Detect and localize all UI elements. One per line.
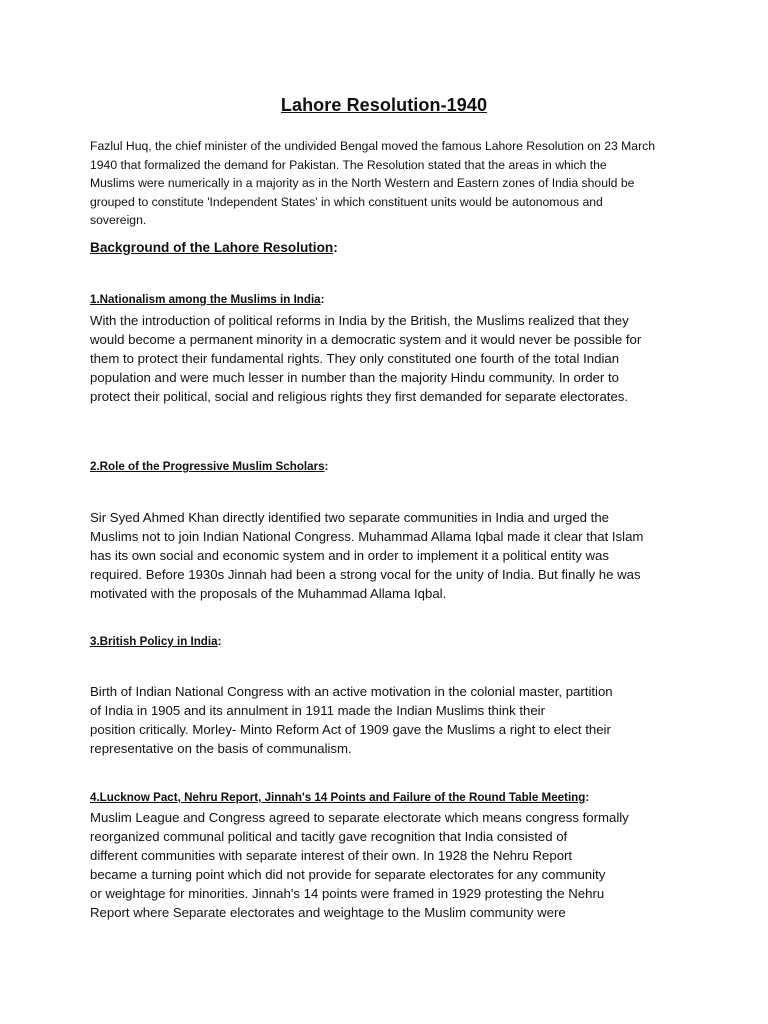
background-heading-colon: : [333,240,338,255]
body-line: became a turning point which did not provide for separate electorates for any community [90,867,606,882]
section-heading-2 [90,460,328,473]
section-heading-colon: : [217,635,222,648]
document-title: Lahore Resolution-1940 [280,95,488,115]
intro-line: Muslims were numerically in a majority as in the North Western and Eastern zones of India should be [90,176,635,191]
section-body-2 [90,508,690,603]
section-heading-colon: : [585,791,590,804]
body-line: of India in 1905 and its annulment in 1911 made the Indian Muslims think their [90,703,545,718]
body-line: representative on the basis of communalism. [90,741,352,756]
section-body-3 [90,682,690,758]
intro-line: Fazlul Huq, the chief minister of the undivided Bengal moved the famous Lahore Resolution on 23 March [90,139,656,153]
body-line: position critically. Morley- Minto Reform Act of 1909 gave the Muslims a right to elect their [90,722,611,737]
body-line: Muslim League and Congress agreed to separate electorate which means congress formally [90,810,629,825]
section-heading-text: 1.Nationalism among the Muslims in India [90,293,321,306]
body-line: Sir Syed Ahmed Khan directly identified two separate communities in India and urged the [90,510,610,525]
body-line: them to protect their fundamental rights. They only constituted one fourth of the total Indian [90,351,620,366]
section-heading-colon: : [324,460,329,473]
body-line: population and were much lesser in number than the majority Hindu community. In order to [90,370,619,385]
body-line: has its own social and economic system and in order to implement it a political entity was [90,548,609,563]
section-heading-3 [90,635,221,648]
section-body-1 [90,311,690,406]
section-heading-4 [90,791,589,804]
background-heading-text: Background of the Lahore Resolution [90,240,334,255]
body-line: different communities with separate interest of their own. In 1928 the Nehru Report [90,848,573,863]
section-heading-text: 2.Role of the Progressive Muslim Scholars [90,460,325,473]
body-line: required. Before 1930s Jinnah had been a strong vocal for the unity of India. But finally he was [90,567,641,582]
section-heading-1 [90,293,325,306]
section-body-4 [90,808,690,922]
section-heading-text: 4.Lucknow Pact, Nehru Report, Jinnah's 14 Points and Failure of the Round Table Meeting [90,791,586,804]
body-line: Birth of Indian National Congress with an active motivation in the colonial master, partition [90,684,613,699]
body-line: or weightage for minorities. Jinnah's 14 points were framed in 1929 protesting the Nehru [90,886,605,901]
body-line: motivated with the proposals of the Muhammad Allama Iqbal. [90,586,447,601]
intro-paragraph [90,137,690,230]
section-heading-text: 3.British Policy in India [90,635,218,648]
body-line: protect their political, social and religious rights they first demanded for separate electorates. [90,389,629,404]
body-line: Report where Separate electorates and weightage to the Muslim community were [90,905,566,920]
body-line: would become a permanent minority in a democratic system and it would never be possible for [90,332,642,347]
intro-line: grouped to constitute 'Independent States' in which constituent units would be autonomous and [90,194,603,209]
body-line: With the introduction of political reforms in India by the British, the Muslims realized that they [90,313,629,328]
intro-line: sovereign. [90,213,147,228]
body-line: Muslims not to join Indian National Congress. Muhammad Allama Iqbal made it clear that Islam [90,529,644,544]
section-heading-colon: : [320,293,325,306]
intro-line: 1940 that formalized the demand for Pakistan. The Resolution stated that the areas in which the [90,157,607,172]
body-line: reorganized communal political and tacitly gave recognition that India consisted of [90,829,568,844]
background-heading [90,240,338,255]
